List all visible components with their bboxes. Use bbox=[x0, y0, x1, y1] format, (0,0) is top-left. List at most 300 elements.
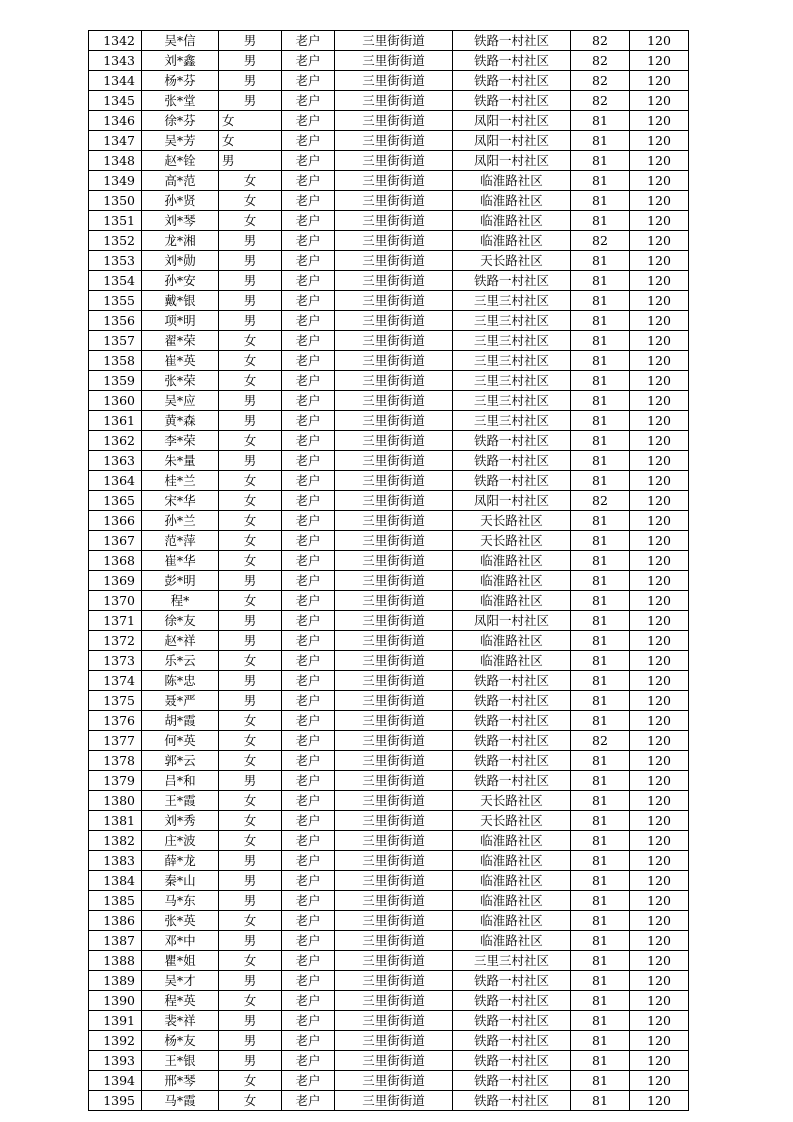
cell-community: 临淮路社区 bbox=[453, 571, 571, 591]
cell-name: 崔*英 bbox=[142, 351, 219, 371]
table-row bbox=[89, 891, 689, 911]
cell-household-type: 老户 bbox=[282, 351, 335, 371]
cell-amount: 120 bbox=[630, 231, 689, 251]
cell-name: 刘*琴 bbox=[142, 211, 219, 231]
cell-street: 三里街街道 bbox=[335, 171, 453, 191]
cell-community: 天长路社区 bbox=[453, 511, 571, 531]
cell-gender: 女 bbox=[219, 211, 282, 231]
cell-community: 临淮路社区 bbox=[453, 651, 571, 671]
cell-gender: 男 bbox=[219, 871, 282, 891]
cell-household-type: 老户 bbox=[282, 251, 335, 271]
cell-number: 1394 bbox=[89, 1071, 142, 1091]
cell-household-type: 老户 bbox=[282, 311, 335, 331]
cell-name: 高*范 bbox=[142, 171, 219, 191]
cell-gender: 女 bbox=[219, 651, 282, 671]
cell-gender: 男 bbox=[219, 31, 282, 51]
cell-number: 1383 bbox=[89, 851, 142, 871]
cell-community: 铁路一村社区 bbox=[453, 471, 571, 491]
cell-name: 裴*祥 bbox=[142, 1011, 219, 1031]
table-row bbox=[89, 51, 689, 71]
cell-household-type: 老户 bbox=[282, 411, 335, 431]
cell-amount: 120 bbox=[630, 311, 689, 331]
cell-name: 赵*铨 bbox=[142, 151, 219, 171]
cell-community: 铁路一村社区 bbox=[453, 91, 571, 111]
cell-gender: 男 bbox=[219, 151, 282, 171]
cell-amount: 120 bbox=[630, 591, 689, 611]
cell-amount: 120 bbox=[630, 811, 689, 831]
cell-household-type: 老户 bbox=[282, 631, 335, 651]
cell-age: 81 bbox=[571, 531, 630, 551]
table-row bbox=[89, 511, 689, 531]
cell-household-type: 老户 bbox=[282, 831, 335, 851]
cell-name: 吴*信 bbox=[142, 31, 219, 51]
cell-gender: 男 bbox=[219, 891, 282, 911]
subsidy-list-table bbox=[88, 30, 689, 1111]
cell-amount: 120 bbox=[630, 951, 689, 971]
cell-amount: 120 bbox=[630, 791, 689, 811]
cell-street: 三里街街道 bbox=[335, 371, 453, 391]
cell-age: 81 bbox=[571, 771, 630, 791]
table-row bbox=[89, 271, 689, 291]
cell-age: 82 bbox=[571, 51, 630, 71]
cell-amount: 120 bbox=[630, 711, 689, 731]
cell-number: 1351 bbox=[89, 211, 142, 231]
table-row bbox=[89, 911, 689, 931]
cell-age: 81 bbox=[571, 1051, 630, 1071]
cell-number: 1365 bbox=[89, 491, 142, 511]
cell-household-type: 老户 bbox=[282, 891, 335, 911]
cell-amount: 120 bbox=[630, 131, 689, 151]
cell-number: 1385 bbox=[89, 891, 142, 911]
cell-street: 三里街街道 bbox=[335, 531, 453, 551]
cell-name: 马*霞 bbox=[142, 1091, 219, 1111]
cell-household-type: 老户 bbox=[282, 191, 335, 211]
cell-community: 凤阳一村社区 bbox=[453, 131, 571, 151]
cell-gender: 女 bbox=[219, 171, 282, 191]
cell-amount: 120 bbox=[630, 291, 689, 311]
cell-amount: 120 bbox=[630, 191, 689, 211]
cell-street: 三里街街道 bbox=[335, 1031, 453, 1051]
cell-amount: 120 bbox=[630, 511, 689, 531]
table-row bbox=[89, 651, 689, 671]
cell-street: 三里街街道 bbox=[335, 711, 453, 731]
cell-gender: 男 bbox=[219, 251, 282, 271]
cell-street: 三里街街道 bbox=[335, 411, 453, 431]
cell-household-type: 老户 bbox=[282, 1091, 335, 1111]
cell-gender: 男 bbox=[219, 291, 282, 311]
cell-community: 临淮路社区 bbox=[453, 171, 571, 191]
cell-name: 朱*量 bbox=[142, 451, 219, 471]
cell-number: 1374 bbox=[89, 671, 142, 691]
cell-age: 81 bbox=[571, 371, 630, 391]
cell-community: 三里三村社区 bbox=[453, 371, 571, 391]
cell-community: 铁路一村社区 bbox=[453, 1091, 571, 1111]
cell-amount: 120 bbox=[630, 991, 689, 1011]
cell-number: 1355 bbox=[89, 291, 142, 311]
cell-name: 张*堂 bbox=[142, 91, 219, 111]
cell-name: 龙*湘 bbox=[142, 231, 219, 251]
cell-gender: 男 bbox=[219, 71, 282, 91]
cell-street: 三里街街道 bbox=[335, 271, 453, 291]
cell-household-type: 老户 bbox=[282, 791, 335, 811]
cell-number: 1378 bbox=[89, 751, 142, 771]
cell-name: 瞿*姐 bbox=[142, 951, 219, 971]
cell-household-type: 老户 bbox=[282, 591, 335, 611]
cell-amount: 120 bbox=[630, 91, 689, 111]
cell-number: 1364 bbox=[89, 471, 142, 491]
cell-age: 81 bbox=[571, 251, 630, 271]
cell-gender: 男 bbox=[219, 571, 282, 591]
cell-number: 1379 bbox=[89, 771, 142, 791]
cell-gender: 女 bbox=[219, 431, 282, 451]
cell-name: 王*霞 bbox=[142, 791, 219, 811]
table-row bbox=[89, 531, 689, 551]
cell-street: 三里街街道 bbox=[335, 451, 453, 471]
cell-age: 81 bbox=[571, 711, 630, 731]
cell-gender: 女 bbox=[219, 371, 282, 391]
cell-name: 徐*友 bbox=[142, 611, 219, 631]
cell-name: 郭*云 bbox=[142, 751, 219, 771]
cell-community: 三里三村社区 bbox=[453, 291, 571, 311]
cell-age: 81 bbox=[571, 451, 630, 471]
table-row bbox=[89, 871, 689, 891]
cell-amount: 120 bbox=[630, 851, 689, 871]
cell-household-type: 老户 bbox=[282, 1071, 335, 1091]
cell-amount: 120 bbox=[630, 331, 689, 351]
cell-number: 1357 bbox=[89, 331, 142, 351]
cell-gender: 女 bbox=[219, 911, 282, 931]
table-row bbox=[89, 191, 689, 211]
table-row bbox=[89, 371, 689, 391]
cell-gender: 女 bbox=[219, 1071, 282, 1091]
cell-amount: 120 bbox=[630, 831, 689, 851]
cell-number: 1391 bbox=[89, 1011, 142, 1031]
cell-gender: 男 bbox=[219, 931, 282, 951]
cell-household-type: 老户 bbox=[282, 431, 335, 451]
cell-number: 1363 bbox=[89, 451, 142, 471]
cell-community: 铁路一村社区 bbox=[453, 671, 571, 691]
cell-amount: 120 bbox=[630, 531, 689, 551]
cell-amount: 120 bbox=[630, 271, 689, 291]
cell-number: 1369 bbox=[89, 571, 142, 591]
cell-household-type: 老户 bbox=[282, 451, 335, 471]
cell-gender: 男 bbox=[219, 411, 282, 431]
cell-community: 三里三村社区 bbox=[453, 311, 571, 331]
cell-name: 张*荣 bbox=[142, 371, 219, 391]
cell-household-type: 老户 bbox=[282, 31, 335, 51]
cell-gender: 女 bbox=[219, 111, 282, 131]
cell-street: 三里街街道 bbox=[335, 651, 453, 671]
cell-street: 三里街街道 bbox=[335, 251, 453, 271]
cell-community: 铁路一村社区 bbox=[453, 751, 571, 771]
cell-name: 刘*勋 bbox=[142, 251, 219, 271]
cell-street: 三里街街道 bbox=[335, 71, 453, 91]
cell-gender: 男 bbox=[219, 771, 282, 791]
cell-street: 三里街街道 bbox=[335, 1011, 453, 1031]
cell-household-type: 老户 bbox=[282, 91, 335, 111]
cell-age: 81 bbox=[571, 831, 630, 851]
cell-street: 三里街街道 bbox=[335, 191, 453, 211]
table-row bbox=[89, 1011, 689, 1031]
cell-age: 81 bbox=[571, 171, 630, 191]
table-row bbox=[89, 1051, 689, 1071]
cell-age: 82 bbox=[571, 491, 630, 511]
cell-name: 孙*安 bbox=[142, 271, 219, 291]
cell-name: 徐*芬 bbox=[142, 111, 219, 131]
cell-street: 三里街街道 bbox=[335, 91, 453, 111]
cell-street: 三里街街道 bbox=[335, 491, 453, 511]
cell-age: 81 bbox=[571, 411, 630, 431]
cell-amount: 120 bbox=[630, 771, 689, 791]
cell-age: 81 bbox=[571, 111, 630, 131]
cell-household-type: 老户 bbox=[282, 871, 335, 891]
cell-household-type: 老户 bbox=[282, 51, 335, 71]
cell-street: 三里街街道 bbox=[335, 871, 453, 891]
cell-name: 宋*华 bbox=[142, 491, 219, 511]
cell-community: 铁路一村社区 bbox=[453, 991, 571, 1011]
table-row bbox=[89, 231, 689, 251]
cell-community: 铁路一村社区 bbox=[453, 431, 571, 451]
cell-name: 李*荣 bbox=[142, 431, 219, 451]
cell-number: 1382 bbox=[89, 831, 142, 851]
cell-community: 铁路一村社区 bbox=[453, 731, 571, 751]
cell-street: 三里街街道 bbox=[335, 31, 453, 51]
cell-gender: 男 bbox=[219, 271, 282, 291]
table-row bbox=[89, 471, 689, 491]
cell-amount: 120 bbox=[630, 651, 689, 671]
cell-gender: 女 bbox=[219, 191, 282, 211]
cell-age: 81 bbox=[571, 331, 630, 351]
cell-age: 82 bbox=[571, 71, 630, 91]
cell-name: 孙*贤 bbox=[142, 191, 219, 211]
cell-name: 黄*森 bbox=[142, 411, 219, 431]
cell-number: 1372 bbox=[89, 631, 142, 651]
cell-community: 三里三村社区 bbox=[453, 331, 571, 351]
cell-gender: 女 bbox=[219, 491, 282, 511]
cell-gender: 女 bbox=[219, 751, 282, 771]
cell-age: 81 bbox=[571, 271, 630, 291]
cell-name: 刘*秀 bbox=[142, 811, 219, 831]
cell-number: 1381 bbox=[89, 811, 142, 831]
table-row bbox=[89, 611, 689, 631]
table-row bbox=[89, 571, 689, 591]
cell-community: 铁路一村社区 bbox=[453, 771, 571, 791]
cell-street: 三里街街道 bbox=[335, 791, 453, 811]
cell-name: 胡*霞 bbox=[142, 711, 219, 731]
cell-household-type: 老户 bbox=[282, 611, 335, 631]
cell-number: 1359 bbox=[89, 371, 142, 391]
cell-gender: 女 bbox=[219, 351, 282, 371]
cell-age: 82 bbox=[571, 91, 630, 111]
cell-street: 三里街街道 bbox=[335, 611, 453, 631]
cell-number: 1345 bbox=[89, 91, 142, 111]
table-row bbox=[89, 551, 689, 571]
cell-gender: 男 bbox=[219, 1011, 282, 1031]
cell-community: 临淮路社区 bbox=[453, 891, 571, 911]
cell-number: 1376 bbox=[89, 711, 142, 731]
cell-age: 81 bbox=[571, 1011, 630, 1031]
cell-gender: 男 bbox=[219, 1051, 282, 1071]
cell-age: 81 bbox=[571, 211, 630, 231]
table-row bbox=[89, 151, 689, 171]
cell-household-type: 老户 bbox=[282, 571, 335, 591]
table-row bbox=[89, 91, 689, 111]
cell-age: 81 bbox=[571, 971, 630, 991]
cell-community: 铁路一村社区 bbox=[453, 31, 571, 51]
cell-name: 吴*才 bbox=[142, 971, 219, 991]
cell-name: 戴*银 bbox=[142, 291, 219, 311]
cell-age: 81 bbox=[571, 891, 630, 911]
cell-gender: 男 bbox=[219, 51, 282, 71]
cell-amount: 120 bbox=[630, 691, 689, 711]
cell-number: 1358 bbox=[89, 351, 142, 371]
cell-number: 1353 bbox=[89, 251, 142, 271]
table-row bbox=[89, 351, 689, 371]
table-row bbox=[89, 671, 689, 691]
cell-household-type: 老户 bbox=[282, 471, 335, 491]
cell-number: 1350 bbox=[89, 191, 142, 211]
table-row bbox=[89, 251, 689, 271]
cell-household-type: 老户 bbox=[282, 171, 335, 191]
table-row bbox=[89, 691, 689, 711]
cell-number: 1377 bbox=[89, 731, 142, 751]
cell-street: 三里街街道 bbox=[335, 111, 453, 131]
table-row bbox=[89, 311, 689, 331]
cell-name: 孙*兰 bbox=[142, 511, 219, 531]
cell-gender: 女 bbox=[219, 951, 282, 971]
cell-number: 1352 bbox=[89, 231, 142, 251]
cell-street: 三里街街道 bbox=[335, 231, 453, 251]
cell-amount: 120 bbox=[630, 571, 689, 591]
cell-household-type: 老户 bbox=[282, 731, 335, 751]
cell-street: 三里街街道 bbox=[335, 591, 453, 611]
cell-number: 1347 bbox=[89, 131, 142, 151]
cell-age: 81 bbox=[571, 631, 630, 651]
cell-street: 三里街街道 bbox=[335, 971, 453, 991]
cell-name: 翟*荣 bbox=[142, 331, 219, 351]
cell-amount: 120 bbox=[630, 151, 689, 171]
cell-amount: 120 bbox=[630, 171, 689, 191]
cell-amount: 120 bbox=[630, 1011, 689, 1031]
table-row bbox=[89, 951, 689, 971]
cell-amount: 120 bbox=[630, 431, 689, 451]
cell-street: 三里街街道 bbox=[335, 131, 453, 151]
cell-age: 81 bbox=[571, 1071, 630, 1091]
cell-community: 天长路社区 bbox=[453, 791, 571, 811]
cell-age: 81 bbox=[571, 311, 630, 331]
cell-household-type: 老户 bbox=[282, 371, 335, 391]
cell-number: 1367 bbox=[89, 531, 142, 551]
cell-gender: 男 bbox=[219, 451, 282, 471]
cell-gender: 女 bbox=[219, 511, 282, 531]
cell-household-type: 老户 bbox=[282, 651, 335, 671]
cell-amount: 120 bbox=[630, 31, 689, 51]
cell-street: 三里街街道 bbox=[335, 431, 453, 451]
cell-gender: 女 bbox=[219, 551, 282, 571]
cell-gender: 男 bbox=[219, 91, 282, 111]
cell-amount: 120 bbox=[630, 491, 689, 511]
cell-household-type: 老户 bbox=[282, 231, 335, 251]
cell-name: 何*英 bbox=[142, 731, 219, 751]
cell-amount: 120 bbox=[630, 211, 689, 231]
cell-community: 临淮路社区 bbox=[453, 231, 571, 251]
cell-household-type: 老户 bbox=[282, 951, 335, 971]
cell-community: 天长路社区 bbox=[453, 811, 571, 831]
cell-gender: 女 bbox=[219, 711, 282, 731]
cell-street: 三里街街道 bbox=[335, 811, 453, 831]
cell-household-type: 老户 bbox=[282, 111, 335, 131]
table-row bbox=[89, 451, 689, 471]
cell-name: 程*英 bbox=[142, 991, 219, 1011]
cell-number: 1387 bbox=[89, 931, 142, 951]
cell-amount: 120 bbox=[630, 51, 689, 71]
cell-gender: 女 bbox=[219, 471, 282, 491]
cell-name: 桂*兰 bbox=[142, 471, 219, 491]
cell-community: 铁路一村社区 bbox=[453, 71, 571, 91]
cell-community: 临淮路社区 bbox=[453, 591, 571, 611]
cell-household-type: 老户 bbox=[282, 911, 335, 931]
cell-name: 吕*和 bbox=[142, 771, 219, 791]
cell-community: 临淮路社区 bbox=[453, 871, 571, 891]
cell-age: 81 bbox=[571, 791, 630, 811]
cell-name: 陈*忠 bbox=[142, 671, 219, 691]
table-row bbox=[89, 391, 689, 411]
cell-street: 三里街街道 bbox=[335, 751, 453, 771]
table-row bbox=[89, 971, 689, 991]
cell-street: 三里街街道 bbox=[335, 1071, 453, 1091]
cell-name: 刘*鑫 bbox=[142, 51, 219, 71]
cell-community: 凤阳一村社区 bbox=[453, 151, 571, 171]
cell-street: 三里街街道 bbox=[335, 831, 453, 851]
cell-community: 铁路一村社区 bbox=[453, 271, 571, 291]
cell-household-type: 老户 bbox=[282, 551, 335, 571]
cell-amount: 120 bbox=[630, 891, 689, 911]
cell-amount: 120 bbox=[630, 931, 689, 951]
cell-number: 1356 bbox=[89, 311, 142, 331]
cell-gender: 男 bbox=[219, 611, 282, 631]
cell-age: 81 bbox=[571, 151, 630, 171]
cell-number: 1366 bbox=[89, 511, 142, 531]
cell-age: 81 bbox=[571, 571, 630, 591]
cell-amount: 120 bbox=[630, 111, 689, 131]
cell-number: 1346 bbox=[89, 111, 142, 131]
cell-street: 三里街街道 bbox=[335, 851, 453, 871]
cell-community: 铁路一村社区 bbox=[453, 51, 571, 71]
cell-name: 聂*严 bbox=[142, 691, 219, 711]
cell-gender: 女 bbox=[219, 131, 282, 151]
cell-name: 吴*应 bbox=[142, 391, 219, 411]
cell-street: 三里街街道 bbox=[335, 731, 453, 751]
cell-street: 三里街街道 bbox=[335, 951, 453, 971]
cell-gender: 男 bbox=[219, 231, 282, 251]
cell-street: 三里街街道 bbox=[335, 991, 453, 1011]
table-row bbox=[89, 791, 689, 811]
table-row bbox=[89, 111, 689, 131]
cell-number: 1395 bbox=[89, 1091, 142, 1111]
cell-age: 81 bbox=[571, 811, 630, 831]
cell-amount: 120 bbox=[630, 551, 689, 571]
cell-name: 杨*友 bbox=[142, 1031, 219, 1051]
cell-name: 马*东 bbox=[142, 891, 219, 911]
cell-household-type: 老户 bbox=[282, 1031, 335, 1051]
cell-age: 81 bbox=[571, 471, 630, 491]
table-row bbox=[89, 711, 689, 731]
cell-community: 临淮路社区 bbox=[453, 191, 571, 211]
cell-age: 81 bbox=[571, 131, 630, 151]
cell-household-type: 老户 bbox=[282, 1051, 335, 1071]
cell-household-type: 老户 bbox=[282, 211, 335, 231]
cell-community: 天长路社区 bbox=[453, 531, 571, 551]
